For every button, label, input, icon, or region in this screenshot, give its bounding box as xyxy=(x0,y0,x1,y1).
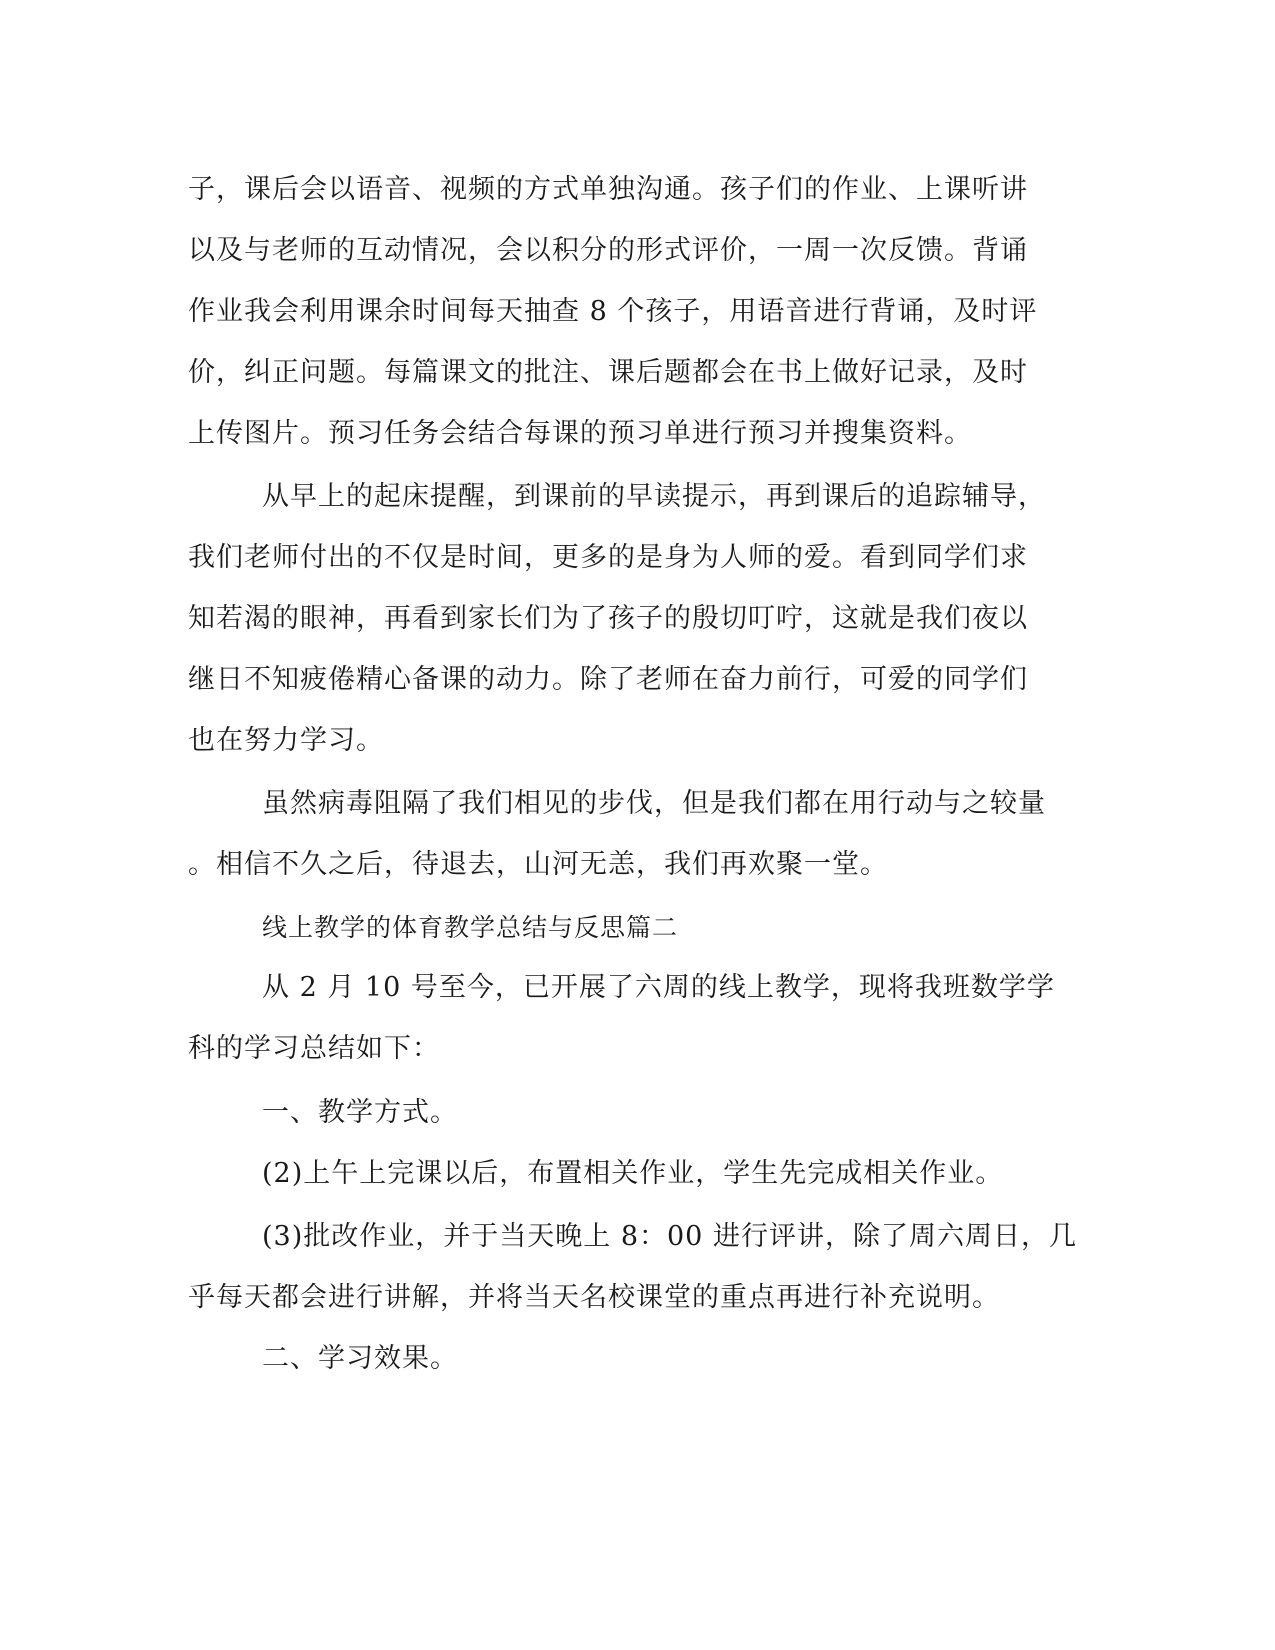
section-heading: 线上教学的体育教学总结与反思篇二 xyxy=(262,913,679,942)
paragraph-line: 也在努力学习。 xyxy=(188,725,384,756)
paragraph-line: 知若渴的眼神，再看到家长们为了孩子的殷切叮咛，这就是我们夜以 xyxy=(188,603,1028,634)
paragraph-line: 我们老师付出的不仅是时间，更多的是身为人师的爱。看到同学们求 xyxy=(188,542,1028,573)
paragraph-line: 从 2 月 10 号至今，已开展了六周的线上教学，现将我班数学学 xyxy=(262,972,1055,1003)
paragraph-line: 科的学习总结如下： xyxy=(188,1033,440,1064)
subsection-heading: 一、教学方式。 xyxy=(262,1097,458,1128)
paragraph-line: 从早上的起床提醒，到课前的早读提示，再到课后的追踪辅导， xyxy=(262,481,1046,512)
paragraph-line: 以及与老师的互动情况，会以积分的形式评价，一周一次反馈。背诵 xyxy=(188,235,1028,266)
paragraph-line: 虽然病毒阻隔了我们相见的步伐，但是我们都在用行动与之较量 xyxy=(262,788,1046,819)
paragraph-line: 价，纠正问题。每篇课文的批注、课后题都会在书上做好记录，及时 xyxy=(188,357,1028,388)
paragraph-line: 继日不知疲倦精心备课的动力。除了老师在奋力前行，可爱的同学们 xyxy=(188,664,1028,695)
subsection-heading: 二、学习效果。 xyxy=(262,1343,458,1374)
paragraph-line: 乎每天都会进行讲解，并将当天名校课堂的重点再进行补充说明。 xyxy=(188,1282,1000,1313)
paragraph-line: 作业我会利用课余时间每天抽查 8 个孩子，用语音进行背诵，及时评 xyxy=(188,296,1038,327)
paragraph-line: 上传图片。预习任务会结合每课的预习单进行预习并搜集资料。 xyxy=(188,418,972,449)
list-item: (3)批改作业，并于当天晚上 8：00 进行评讲，除了周六周日，几 xyxy=(262,1221,1077,1252)
list-item: (2)上午上完课以后，布置相关作业，学生先完成相关作业。 xyxy=(262,1158,1004,1189)
paragraph-line: 子，课后会以语音、视频的方式单独沟通。孩子们的作业、上课听讲 xyxy=(188,174,1028,205)
paragraph-line: 。相信不久之后，待退去，山河无恙，我们再欢聚一堂。 xyxy=(188,849,888,880)
